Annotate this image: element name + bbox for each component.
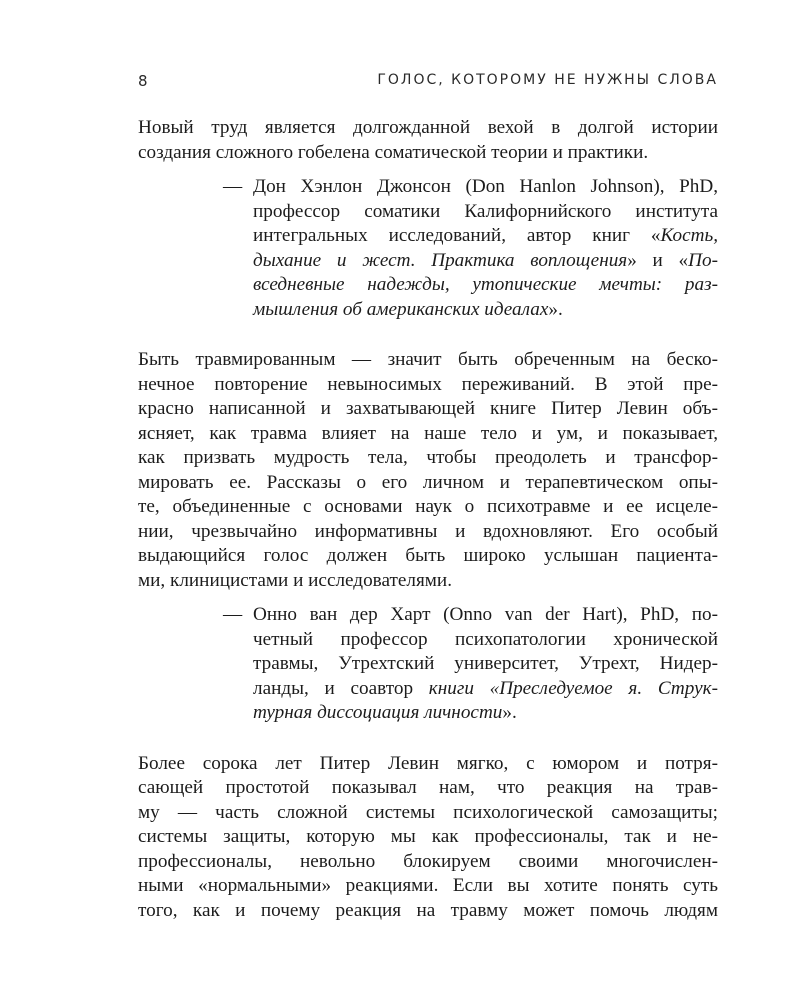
attribution-text: ». xyxy=(548,298,563,320)
blurb-paragraph-1 xyxy=(138,116,718,165)
book-title: вседневные надежды, утопические мечты: раз- xyxy=(253,274,718,295)
text-line: профессионалы, невольно блокируем своими многочислен- xyxy=(138,850,718,872)
page-body xyxy=(138,116,718,923)
em-dash: — xyxy=(223,604,243,625)
text-line: нечное повторение невыносимых переживаний. В этой пре- xyxy=(138,373,718,395)
em-dash: — xyxy=(223,176,243,197)
text-line: красно написанной и захватывающей книге Питер Левин объ- xyxy=(138,398,718,419)
blurb-attribution-1 xyxy=(138,175,718,322)
blurb-paragraph-2 xyxy=(138,348,718,593)
blurb-paragraph-3 xyxy=(138,752,718,924)
attribution-line xyxy=(253,701,718,726)
attribution-line: профессор соматики Калифорнийского института xyxy=(253,200,718,222)
attribution-line xyxy=(253,224,718,249)
running-title: ГОЛОС, КОТОРОМУ НЕ НУЖНЫ СЛОВА xyxy=(377,72,718,88)
text-line: те, объединенные с основами наук о психотравме и ее исцеле- xyxy=(138,496,718,517)
text-line: выдающийся голос должен быть широко услышан пациента- xyxy=(138,545,718,566)
text-line: Новый труд является долгожданной вехой в долгой истории xyxy=(138,117,718,138)
book-title: турная диссоциация личности xyxy=(253,702,503,723)
text-line: мировать ее. Рассказы о его личном и терапевтическом опы- xyxy=(138,471,718,493)
text-line: Более сорока лет Питер Левин мягко, с юмором и потря- xyxy=(138,752,718,774)
text-line: ясняет, как травма влияет на наше тело и ум, и показывает, xyxy=(138,422,718,444)
attribution-line: Онно ван дер Харт (Onno van der Hart), PhD, по- xyxy=(253,604,718,625)
page-header xyxy=(138,72,718,94)
book-title: дыхание и жест. Практика воплощения xyxy=(253,249,628,271)
book-title: книги «Преследуемое я. Струк- xyxy=(428,677,718,699)
attribution-line xyxy=(253,298,718,323)
attribution-line: четный профессор психопатологии хронической xyxy=(253,628,718,650)
text-line: того, как и почему реакция на травму может помочь людям xyxy=(138,899,718,921)
text-line: как призвать мудрость тела, чтобы преодолеть и трансфор- xyxy=(138,447,718,468)
book-title: По- xyxy=(688,249,718,271)
attribution-text: интегральных исследований, автор книг « xyxy=(253,225,661,246)
book-title: мышления об американских идеалах xyxy=(253,298,549,320)
text-line: создания сложного гобелена соматической теории и практики. xyxy=(138,141,649,163)
attribution-line xyxy=(253,273,718,298)
attribution-text: ланды, и соавтор xyxy=(253,677,429,699)
text-line: нии, чрезвычайно информативны и вдохновляют. Его особый xyxy=(138,520,718,542)
attribution-line xyxy=(253,249,718,274)
text-line: Быть травмированным — значит быть обреченным на беско- xyxy=(138,349,718,370)
text-line: му — часть сложной системы психологической самозащиты; xyxy=(138,801,718,823)
attribution-line: Дон Хэнлон Джонсон (Don Hanlon Johnson), PhD, xyxy=(253,176,718,197)
attribution-text: ». xyxy=(502,702,517,723)
blurb-attribution-2 xyxy=(138,603,718,726)
text-line: ми, клиницистами и исследователями. xyxy=(138,569,452,591)
book-title: Кость, xyxy=(660,225,718,246)
page-number: 8 xyxy=(138,72,148,90)
attribution-line: травмы, Утрехтский университет, Утрехт, Нидер- xyxy=(253,653,718,674)
attribution-line xyxy=(253,677,718,702)
text-line: сающей простотой показывал нам, что реакция на трав- xyxy=(138,777,718,798)
text-line: системы защиты, которую мы как профессионалы, так и не- xyxy=(138,826,718,847)
attribution-text: » и « xyxy=(627,249,689,271)
text-line: ными «нормальными» реакциями. Если вы хотите понять суть xyxy=(138,875,718,896)
